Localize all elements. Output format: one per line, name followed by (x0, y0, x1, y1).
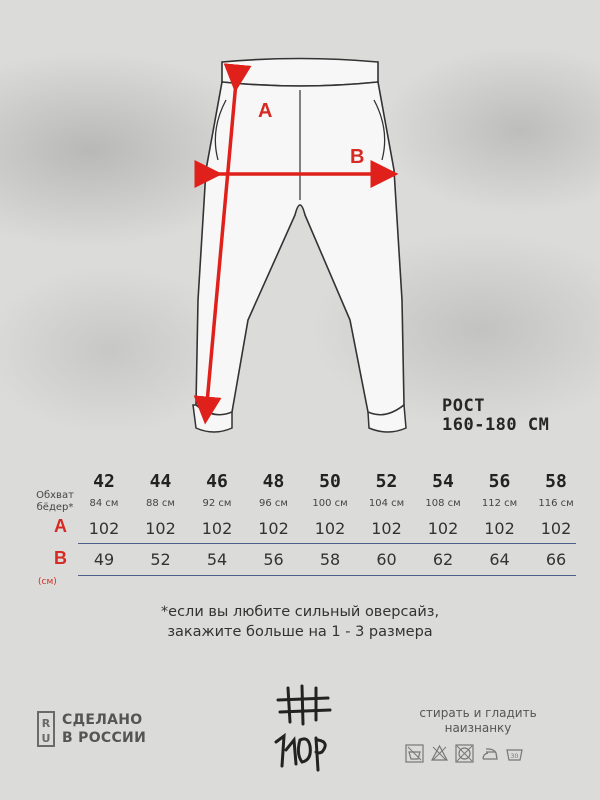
made-line-2: В РОССИИ (62, 730, 147, 746)
size-number: 48 (262, 471, 285, 492)
size-number: 56 (488, 471, 511, 492)
size-number: 46 (206, 471, 228, 492)
width-b-value: 54 (206, 550, 228, 569)
length-a-value: 102 (145, 519, 176, 538)
note-line-1: *если вы любите сильный оверсайз, (160, 604, 440, 620)
growth-block (442, 397, 549, 435)
size-number: 54 (432, 471, 454, 492)
divider-a (78, 543, 576, 544)
arrow-label-a: A (258, 100, 273, 122)
hip-label: Обхват бёдер* (36, 490, 74, 513)
iron-icon (480, 744, 499, 763)
wash-30-icon (505, 744, 524, 763)
divider-b (78, 575, 576, 576)
width-b-value: 52 (150, 550, 171, 569)
wash-line-1: стирать и гладить (419, 706, 537, 720)
wash-line-2: наизнанку (444, 721, 512, 735)
hip-value: 116 см (538, 498, 574, 509)
length-a-value: 102 (201, 519, 233, 538)
svg-text:30: 30 (510, 753, 519, 760)
size-number: 58 (545, 471, 567, 492)
width-b-value: 64 (489, 550, 510, 569)
length-a-value: 102 (427, 519, 459, 538)
hip-value: 100 см (312, 498, 348, 509)
width-b-value: 66 (545, 550, 567, 569)
ru-box-icon (37, 711, 55, 747)
row-b-label: B (54, 548, 67, 568)
length-a-value: 102 (88, 519, 120, 538)
hip-value: 84 см (89, 498, 119, 509)
width-b-value: 49 (93, 550, 115, 569)
unit-label: (см) (38, 577, 57, 587)
made-line-1: СДЕЛАНО (62, 712, 143, 728)
row-a-label: A (54, 516, 67, 536)
wash-instructions (398, 706, 558, 736)
hip-value: 96 см (259, 498, 288, 509)
size-number: 42 (93, 471, 115, 492)
arrow-label-b: B (350, 146, 365, 168)
brand-logo (268, 680, 342, 780)
length-a-value: 102 (314, 519, 346, 538)
hip-value: 92 см (202, 498, 232, 509)
no-bleach-icon (430, 744, 449, 763)
width-b-value: 58 (319, 550, 341, 569)
growth-label: РОСТ (442, 396, 485, 416)
size-number: 44 (149, 471, 172, 492)
width-b-value: 56 (263, 550, 284, 569)
length-a-value: 102 (371, 519, 402, 538)
size-number: 52 (375, 471, 398, 492)
size-number: 50 (319, 471, 341, 492)
hip-value: 104 см (368, 498, 405, 509)
length-a-value: 102 (258, 519, 289, 538)
hip-value: 88 см (146, 498, 175, 509)
hand-wash-icon (405, 744, 424, 763)
hip-value: 112 см (481, 498, 518, 509)
note-line-2: закажите больше на 1 - 3 размера (167, 624, 433, 640)
width-b-value: 62 (432, 550, 454, 569)
growth-range: 160-180 СМ (442, 415, 550, 435)
svg-text:U: U (41, 732, 51, 745)
width-b-value: 60 (376, 550, 397, 569)
hip-value: 108 см (425, 498, 461, 509)
oversize-note (0, 602, 600, 642)
svg-text:R: R (41, 717, 51, 730)
length-a-value: 102 (484, 519, 515, 538)
no-tumble-dry-icon (455, 744, 474, 763)
length-a-value: 102 (540, 519, 572, 538)
